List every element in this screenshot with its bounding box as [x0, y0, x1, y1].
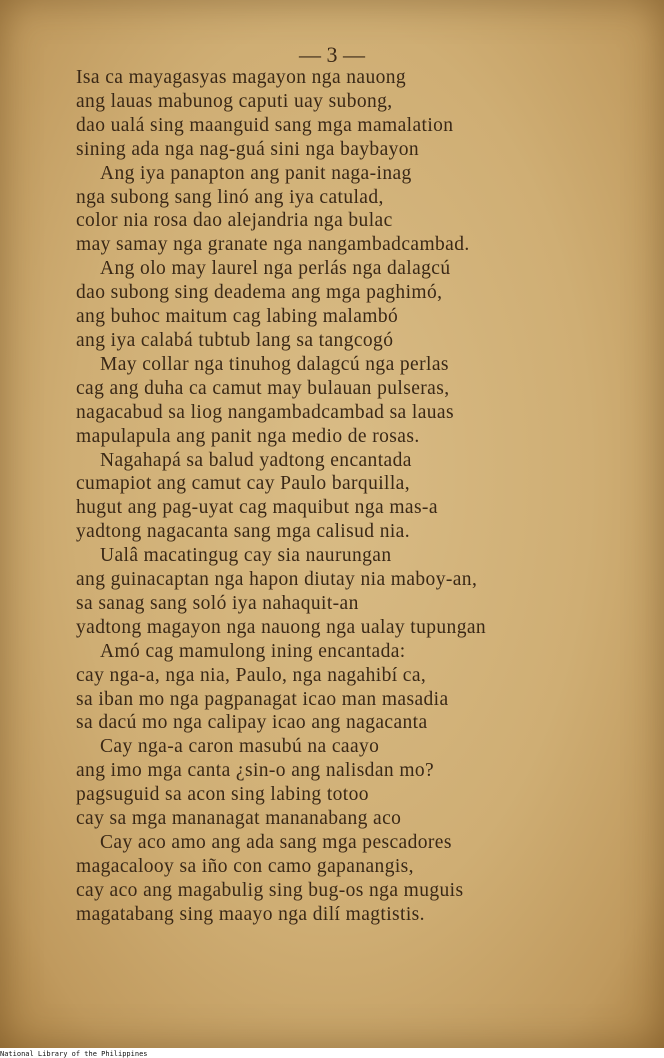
poem-line: nagacabud sa liog nangambadcambad sa lauas: [76, 401, 454, 423]
poem-line: mapulapula ang panit nga medio de rosas.: [76, 425, 420, 447]
poem-line: sa iban mo nga pagpanagat icao man masadia: [76, 688, 449, 710]
poem-line: magatabang sing maayo nga dilí magtistis.: [76, 903, 425, 925]
poem-line: sining ada nga nag-guá sini nga baybayon: [76, 138, 420, 160]
poem-line: cay sa mga mananagat mananabang aco: [76, 808, 402, 830]
poem-line: dao subong sing deadema ang mga paghimó,: [76, 282, 443, 304]
poem-line: ang iya calabá tubtub lang sa tangcogó: [76, 329, 394, 351]
poem-line: cay nga-a, nga nia, Paulo, nga nagahibí ca,: [76, 664, 427, 686]
poem-line: cumapiot ang camut cay Paulo barquilla,: [76, 473, 410, 495]
library-credit: National Library of the Philippines: [0, 1050, 148, 1058]
poem-line: Ualâ macatingug cay sia naurungan: [100, 545, 392, 567]
poem-line: nga subong sang linó ang iya catulad,: [76, 186, 384, 208]
poem-line: hugut ang pag-uyat cag maquibut nga mas-a: [76, 497, 438, 519]
poem-text: [76, 66, 576, 927]
poem-line: cay aco ang magabulig sing bug-os nga muguis: [76, 879, 464, 901]
poem-line: yadtong magayon nga nauong nga ualay tupungan: [76, 616, 487, 638]
poem-line: Ang olo may laurel nga perlás nga dalagcú: [100, 258, 451, 280]
poem-line: sa dacú mo nga calipay icao ang nagacanta: [76, 712, 428, 734]
poem-line: ang guinacaptan nga hapon diutay nia maboy-an,: [76, 569, 478, 591]
poem-line: dao ualá sing maanguid sang mga mamalation: [76, 114, 454, 136]
page-number: — 3 —: [299, 42, 365, 67]
poem-line: Nagahapá sa balud yadtong encantada: [100, 449, 412, 471]
poem-line: sa sanag sang soló iya nahaquit-an: [76, 592, 359, 614]
poem-line: magacalooy sa iño con camo gapanangis,: [76, 855, 414, 877]
poem-line: ang imo mga canta ¿sin-o ang nalisdan mo?: [76, 760, 435, 782]
poem-line: cag ang duha ca camut may bulauan pulseras,: [76, 377, 450, 399]
poem-line: ang buhoc maitum cag labing malambó: [76, 306, 399, 328]
poem-line: Cay aco amo ang ada sang mga pescadores: [100, 832, 452, 853]
poem-line: yadtong nagacanta sang mga calisud nia.: [76, 521, 410, 543]
poem-line: Amó cag mamulong ining encantada:: [100, 640, 406, 662]
poem-line: Ang iya panapton ang panit naga-inag: [100, 162, 412, 184]
poem-line: pagsuguid sa acon sing labing totoo: [76, 784, 369, 806]
poem-line: ang lauas mabunog caputi uay subong,: [76, 90, 393, 112]
poem-line: may samay nga granate nga nangambadcambad.: [76, 234, 470, 256]
poem-line: Cay nga-a caron masubú na caayo: [100, 736, 380, 758]
poem-line: May collar nga tinuhog dalagcú nga perlas: [100, 353, 449, 375]
poem-line: Isa ca mayagasyas magayon nga nauong: [76, 67, 407, 88]
poem-line: color nia rosa dao alejandria nga bulac: [76, 210, 393, 232]
